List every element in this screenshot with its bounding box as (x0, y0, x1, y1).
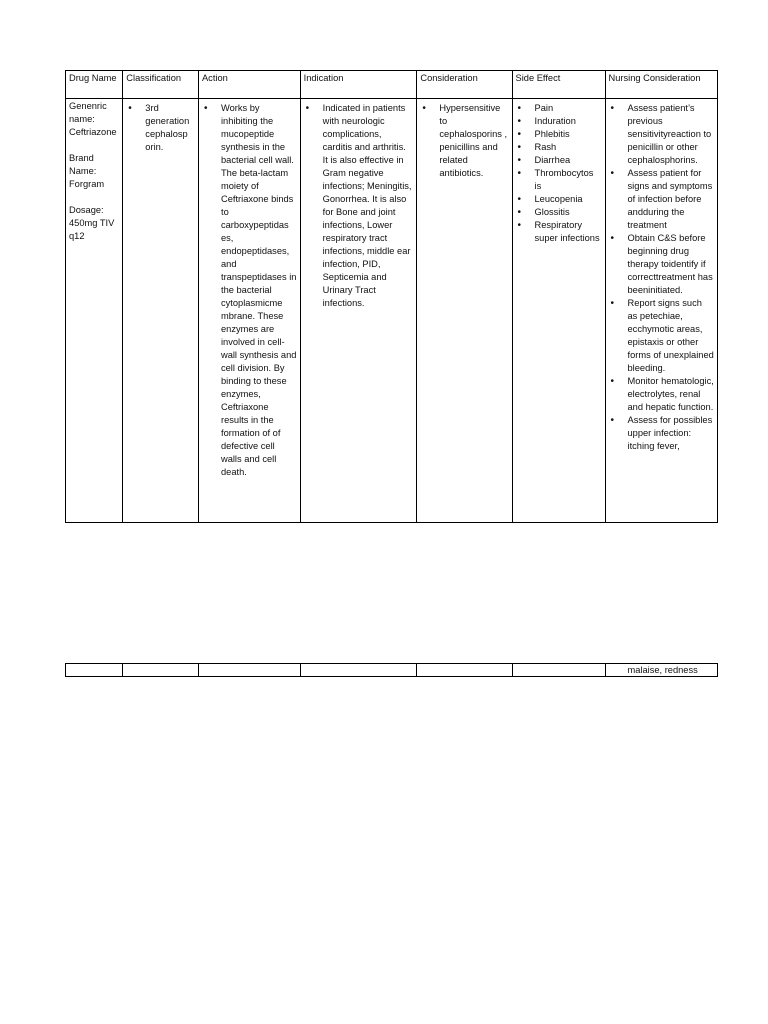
cont-cell-indication (300, 664, 417, 677)
generic-name-label: Genenric name: (69, 101, 107, 124)
dosage-label: Dosage: (69, 205, 104, 215)
drug-study-table (65, 70, 718, 523)
header-nursing-consideration: Nursing Consideration (605, 71, 718, 99)
table-row (66, 99, 718, 523)
list-item: • Diarrhea (516, 154, 602, 167)
list-item: • Assess for possibles upper infection: itching fever, (609, 414, 715, 453)
list-item: • Obtain C&S before beginning drug therapy toidentify if correcttreatment has beeninitiated. (609, 232, 715, 297)
header-side-effect: Side Effect (512, 71, 605, 99)
list-item: • Hypersensitive to cephalosporins , penicillins and related antibiotics. (420, 102, 508, 180)
cell-indication (300, 99, 417, 523)
header-classification: Classification (123, 71, 199, 99)
list-item: • Monitor hematologic, electrolytes, renal and hepatic function. (609, 375, 715, 414)
dosage-value: 450mg TIV q12 (69, 218, 115, 241)
list-item: • Works by inhibiting the mucopeptide synthesis in the bacterial cell wall. The beta-lactam moiety of Ceftriaxone binds to carboxypeptidas es, endopeptidases, and transpeptidases in the bacterial cytoplasmicme mbrane. These enzymes are involved in cell-wall synthesis and cell division. By binding to these enzymes, Ceftriaxone results in the formation of of defective cell walls and cell death. (202, 102, 297, 479)
nursing-list (609, 102, 715, 453)
header-drug-name: Drug Name (66, 71, 123, 99)
cell-nursing-consideration (605, 99, 718, 523)
list-item: • Induration (516, 115, 602, 128)
list-item: • 3rd generation cephalosp orin. (126, 102, 195, 154)
list-item: • Assess patient for signs and symptoms of infection before andduring the treatment (609, 167, 715, 232)
list-item: • Report signs such as petechiae, ecchymotic areas, epistaxis or other forms of unexplained bleeding. (609, 297, 715, 375)
action-list (202, 102, 297, 479)
list-item: • Rash (516, 141, 602, 154)
spacer (69, 139, 119, 152)
header-action: Action (198, 71, 300, 99)
list-item: • Glossitis (516, 206, 602, 219)
classification-list (126, 102, 195, 154)
cell-consideration (417, 99, 512, 523)
header-indication: Indication (300, 71, 417, 99)
brand-name-value: Forgram (69, 179, 105, 189)
table-header-row (66, 71, 718, 99)
cont-cell-side-effect (512, 664, 605, 677)
cont-cell-classification (123, 664, 199, 677)
spacer (69, 191, 119, 204)
cont-cell-action (198, 664, 300, 677)
side-effect-list (516, 102, 602, 245)
list-item: • Respiratory super infections (516, 219, 602, 245)
continuation-table (65, 663, 718, 677)
cell-drug-name (66, 99, 123, 523)
list-item: • Assess patient’s previous sensitivityreaction to penicillin or other cephalosphorins. (609, 102, 715, 167)
list-item: • Leucopenia (516, 193, 602, 206)
cont-cell-nursing-consideration: malaise, redness (605, 664, 718, 677)
brand-name-label: Brand Name: (69, 153, 97, 176)
cell-action (198, 99, 300, 523)
list-item: • Pain (516, 102, 602, 115)
list-item: • Phlebitis (516, 128, 602, 141)
generic-name-value: Ceftriazone (69, 127, 117, 137)
cont-cell-drug-name (66, 664, 123, 677)
consideration-list (420, 102, 508, 180)
cont-cell-consideration (417, 664, 512, 677)
cell-side-effect (512, 99, 605, 523)
header-consideration: Consideration (417, 71, 512, 99)
cell-classification (123, 99, 199, 523)
indication-list (304, 102, 414, 310)
list-item: • Indicated in patients with neurologic complications, carditis and arthritis. It is also effective in Gram negative infections; Meningitis, Gonorrhea. It is also for Bone and joint infections, Lower respiratory tract infections, middle ear infection, PID, Septicemia and Urinary Tract infections. (304, 102, 414, 310)
list-item: • Thrombocytos is (516, 167, 602, 193)
table-row (66, 664, 718, 677)
